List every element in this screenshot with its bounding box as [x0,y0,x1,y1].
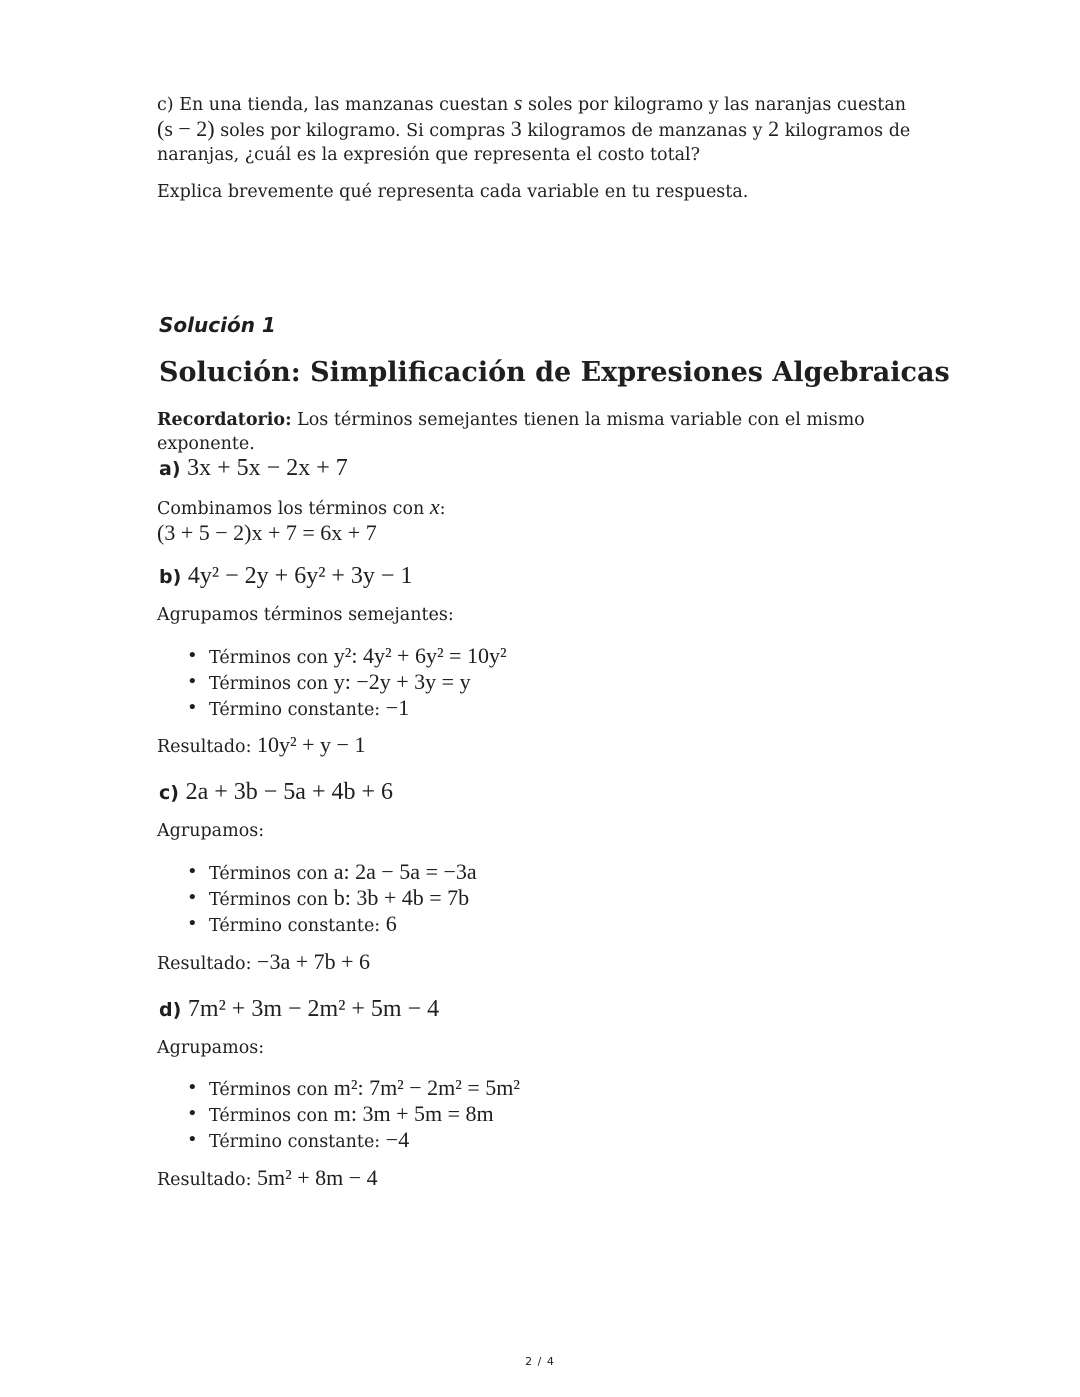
list-item: • Términos con y: −2y + 3y = y [209,670,507,696]
list-item: • Términos con b: 3b + 4b = 7b [209,886,477,912]
part-b-list [157,644,507,722]
part-c-heading: c) 2a + 3b − 5a + 4b + 6 [159,779,394,805]
part-d-result: Resultado: 5m² + 8m − 4 [157,1165,378,1190]
math-expr: (s − 2) [157,116,215,141]
part-a-body: Combinamos los términos con x: (3 + 5 − 2)x + 7 = 6x + 7 [157,494,446,545]
part-c-result: Resultado: −3a + 7b + 6 [157,949,371,974]
reminder: Recordatorio: Los términos semejantes tienen la misma variable con el mismo exponente. [157,410,865,454]
question-c: c) En una tienda, las manzanas cuestan s soles por kilogramo y las naranjas cuestan (s − 2) soles por kilogramo. Si compras 3 kilogramos de manzanas y 2 kilogramos de naranjas, ¿cuál es la expresión que representa el costo total? [157,90,911,165]
part-c-list [157,860,477,938]
solution-label: Solución 1 [159,313,276,337]
part-b-heading: b) 4y² − 2y + 6y² + 3y − 1 [159,563,413,589]
part-b-intro: Agrupamos términos semejantes: [157,605,454,625]
list-item: • Términos con a: 2a − 5a = −3a [209,860,477,886]
part-d-list [157,1076,520,1154]
list-item: • Término constante: 6 [209,912,477,938]
explain-instruction: Explica brevemente qué representa cada variable en tu respuesta. [157,182,749,202]
part-d-heading: d) 7m² + 3m − 2m² + 5m − 4 [159,996,440,1022]
part-d-intro: Agrupamos: [157,1038,265,1058]
list-item: • Término constante: −1 [209,696,507,722]
solution-title: Solución: Simplificación de Expresiones Algebraicas [159,357,950,388]
math-var-s: s [513,90,523,115]
part-a-heading: a) 3x + 5x − 2x + 7 [159,455,348,481]
part-b-result: Resultado: 10y² + y − 1 [157,732,366,757]
part-c-intro: Agrupamos: [157,821,265,841]
list-item: • Términos con y²: 4y² + 6y² = 10y² [209,644,507,670]
page-number: 2 / 4 [525,1355,555,1368]
list-item: • Términos con m²: 7m² − 2m² = 5m² [209,1076,520,1102]
list-item: • Términos con m: 3m + 5m = 8m [209,1102,520,1128]
list-item: • Término constante: −4 [209,1128,520,1154]
